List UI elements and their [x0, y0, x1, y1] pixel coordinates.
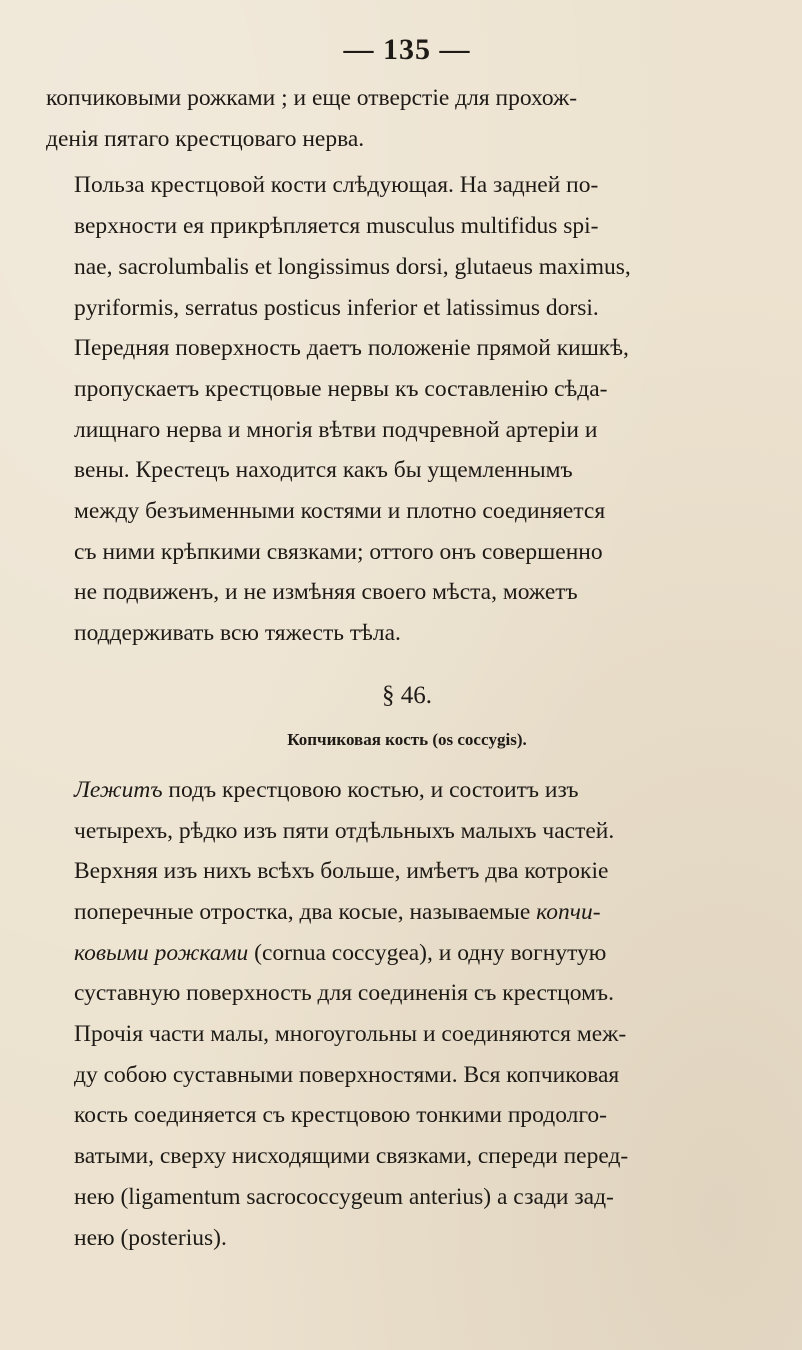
text-line: лищнаго нерва и многія вѣтви подчревной артеріи и: [74, 416, 598, 443]
section-heading: § 46.: [382, 681, 432, 709]
text-line: Передняя поверхность даетъ положеніе прямой кишкѣ,: [74, 335, 629, 362]
text-line: Верхняя изъ нихъ всѣхъ больше, имѣетъ два котрокіе: [74, 858, 609, 885]
paragraph-continuation: [46, 78, 768, 159]
paragraph-coccyx: [46, 770, 768, 1258]
text-line: Польза крестцовой кости слѣдующая. На задней по-: [74, 172, 599, 199]
text-line: нею (ligamentum sacrococcygeum anterius) а сзади зад-: [74, 1183, 614, 1210]
text-line: вены. Крестецъ находится какъ бы ущемленнымъ: [74, 457, 573, 484]
text-line: [46, 892, 768, 933]
text-line: верхности ея прикрѣпляется musculus multifidus spi-: [74, 213, 599, 240]
paragraph-sacrum-usage: [46, 165, 768, 653]
text-line: ватыми, сверху нисходящими связками, спереди перед-: [74, 1143, 629, 1170]
book-page: [46, 28, 768, 1258]
text-line: nae, sacrolumbalis et longissimus dorsi, glutaeus maximus,: [74, 253, 631, 280]
text-line: денія пятаго крестцоваго нерва.: [46, 125, 365, 152]
text-line: съ ними крѣпкими связками; оттого онъ совершенно: [74, 538, 603, 565]
text-fragment: подъ крестцовою костью, и состоитъ изъ: [162, 776, 579, 803]
text-line: Прочія части малы, многоугольны и соединяются меж-: [74, 1021, 627, 1048]
text-line: копчиковыми рожками ; и еще отверстіе для прохож-: [46, 85, 578, 111]
text-fragment: (cornua coccygea), и одну вогнутую: [248, 939, 607, 966]
text-line: между безъименными костями и плотно соединяется: [74, 498, 606, 525]
emphasized-term: ковыми рожками: [74, 939, 249, 966]
page-number: — 135 —: [343, 33, 471, 66]
text-line: [46, 770, 768, 811]
text-line: четырехъ, рѣдко изъ пяти отдѣльныхъ малыхъ частей.: [74, 817, 615, 844]
text-line: пропускаетъ крестцовые нервы къ составленію сѣда-: [74, 375, 608, 402]
lead-word: Лежитъ: [74, 776, 163, 803]
text-line: нею (posterius).: [74, 1224, 227, 1251]
text-line: кость соединяется съ крестцовою тонкими продолго-: [74, 1102, 607, 1129]
text-line: суставную поверхность для соединенія съ крестцомъ.: [74, 980, 614, 1007]
section-subtitle: Копчиковая кость (os coccygis).: [287, 729, 527, 749]
text-fragment: поперечные отростка, два косые, называемые: [74, 898, 537, 925]
text-line: pyriformis, serratus posticus inferior et latissimus dorsi.: [74, 294, 599, 321]
text-line: поддерживать всю тяжесть тѣла.: [74, 620, 401, 647]
text-line: не подвиженъ, и не измѣняя своего мѣста, можетъ: [74, 579, 578, 606]
text-line: [46, 933, 768, 974]
emphasized-term: копчи-: [536, 898, 601, 925]
text-line: ду собою суставными поверхностями. Вся копчиковая: [74, 1061, 620, 1088]
